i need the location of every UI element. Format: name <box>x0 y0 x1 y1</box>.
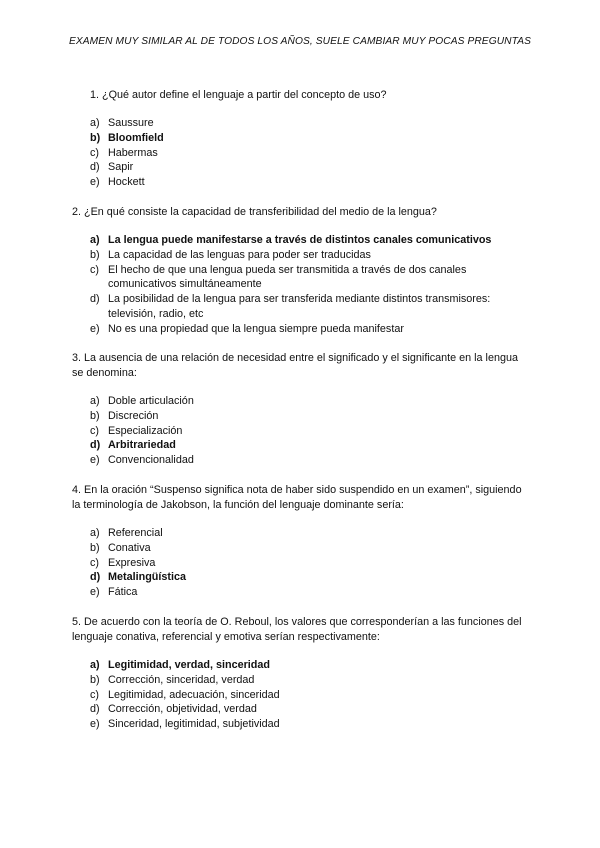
option-letter: a) <box>90 395 100 407</box>
question-3-options <box>90 394 520 468</box>
option-3e <box>90 453 520 468</box>
option-text: Habermas <box>108 146 158 159</box>
option-2c <box>90 263 520 293</box>
option-5e <box>90 717 520 732</box>
option-letter: b) <box>90 673 100 686</box>
option-text: Fática <box>108 586 138 599</box>
option-letter: c) <box>90 146 99 159</box>
option-letter: c) <box>90 263 99 276</box>
question-4-text: 4. En la oración “Suspenso significa nota de haber sido suspendido en un examen”, siguiendo la terminología de Jakobson, la función del lenguaje dominante sería: <box>72 484 522 511</box>
option-letter: b) <box>90 409 100 422</box>
option-letter: b) <box>90 131 101 144</box>
option-text: Conativa <box>108 541 151 554</box>
option-text: Arbitrariedad <box>108 439 176 452</box>
option-text: El hecho de que una lengua pueda ser transmitida a través de dos canales comunicativos simultáneamente <box>108 263 467 291</box>
option-text: Hockett <box>108 176 145 189</box>
option-text: Discreción <box>108 409 159 422</box>
option-2b <box>90 248 520 263</box>
option-letter: e) <box>90 718 100 731</box>
option-1d <box>90 160 520 175</box>
question-4-options <box>90 526 520 600</box>
option-text: La posibilidad de la lengua para ser transferida mediante distintos transmisores: televisión, radio, etc <box>108 293 491 320</box>
option-letter: d) <box>90 161 100 174</box>
option-text: Corrección, objetividad, verdad <box>108 703 257 716</box>
option-letter: e) <box>90 586 100 599</box>
option-letter: d) <box>90 703 100 716</box>
option-2d <box>90 292 520 322</box>
option-letter: b) <box>90 248 100 261</box>
option-letter: c) <box>90 556 99 569</box>
option-letter: d) <box>90 293 100 306</box>
option-text: Doble articulación <box>108 395 194 407</box>
option-letter: c) <box>90 688 99 701</box>
option-3b <box>90 409 520 424</box>
option-letter: c) <box>90 424 99 437</box>
question-2-text: 2. ¿En qué consiste la capacidad de transferibilidad del medio de la lengua? <box>72 206 437 218</box>
option-text: Especialización <box>108 424 183 437</box>
option-letter: a) <box>90 117 100 129</box>
option-2a-correct <box>90 233 520 248</box>
question-5-options <box>90 658 520 732</box>
question-2-options <box>90 233 520 337</box>
option-5a-correct <box>90 658 520 673</box>
option-1a <box>90 116 520 131</box>
option-text: Legitimidad, adecuación, sinceridad <box>108 688 280 701</box>
option-letter: e) <box>90 454 100 467</box>
option-text: Metalingüística <box>108 571 186 584</box>
option-letter: a) <box>90 234 100 246</box>
option-letter: d) <box>90 439 101 452</box>
option-3a <box>90 394 520 409</box>
option-5b <box>90 673 520 688</box>
option-letter: d) <box>90 571 101 584</box>
option-5c <box>90 688 520 703</box>
option-letter: e) <box>90 322 100 335</box>
question-1-options <box>90 116 520 190</box>
option-3d-correct <box>90 438 520 453</box>
option-1e <box>90 175 520 190</box>
option-text: La lengua puede manifestarse a través de distintos canales comunicativos <box>108 234 492 246</box>
question-1-text: 1. ¿Qué autor define el lenguaje a partir del concepto de uso? <box>90 89 387 101</box>
option-letter: e) <box>90 176 100 189</box>
option-4c <box>90 556 520 571</box>
question-3-text: 3. La ausencia de una relación de necesidad entre el significado y el significante en la lengua se denomina: <box>72 352 518 379</box>
option-4a <box>90 526 520 541</box>
option-3c <box>90 424 520 439</box>
question-5-text: 5. De acuerdo con la teoría de O. Reboul, los valores que corresponderían a las funciones del lenguaje conativa, referencial y emotiva serían respectivamente: <box>72 616 522 643</box>
option-4b <box>90 541 520 556</box>
option-text: Corrección, sinceridad, verdad <box>108 673 255 686</box>
option-text: Convencionalidad <box>108 454 194 467</box>
page-header: EXAMEN MUY SIMILAR AL DE TODOS LOS AÑOS, SUELE CAMBIAR MUY POCAS PREGUNTAS <box>69 36 531 47</box>
option-text: Bloomfield <box>108 131 164 144</box>
option-1b-correct <box>90 131 520 146</box>
option-text: Sinceridad, legitimidad, subjetividad <box>108 718 280 731</box>
option-4e <box>90 585 520 600</box>
option-text: Referencial <box>108 527 163 539</box>
option-5d <box>90 702 520 717</box>
option-text: Saussure <box>108 117 154 129</box>
option-text: Expresiva <box>108 556 156 569</box>
option-text: Legitimidad, verdad, sinceridad <box>108 659 270 671</box>
option-letter: b) <box>90 541 100 554</box>
option-letter: a) <box>90 527 100 539</box>
option-1c <box>90 146 520 161</box>
option-2e <box>90 322 520 337</box>
option-text: La capacidad de las lenguas para poder ser traducidas <box>108 248 371 261</box>
option-4d-correct <box>90 570 520 585</box>
option-letter: a) <box>90 659 100 671</box>
option-text: No es una propiedad que la lengua siempre pueda manifestar <box>108 322 404 335</box>
option-text: Sapir <box>108 161 134 174</box>
